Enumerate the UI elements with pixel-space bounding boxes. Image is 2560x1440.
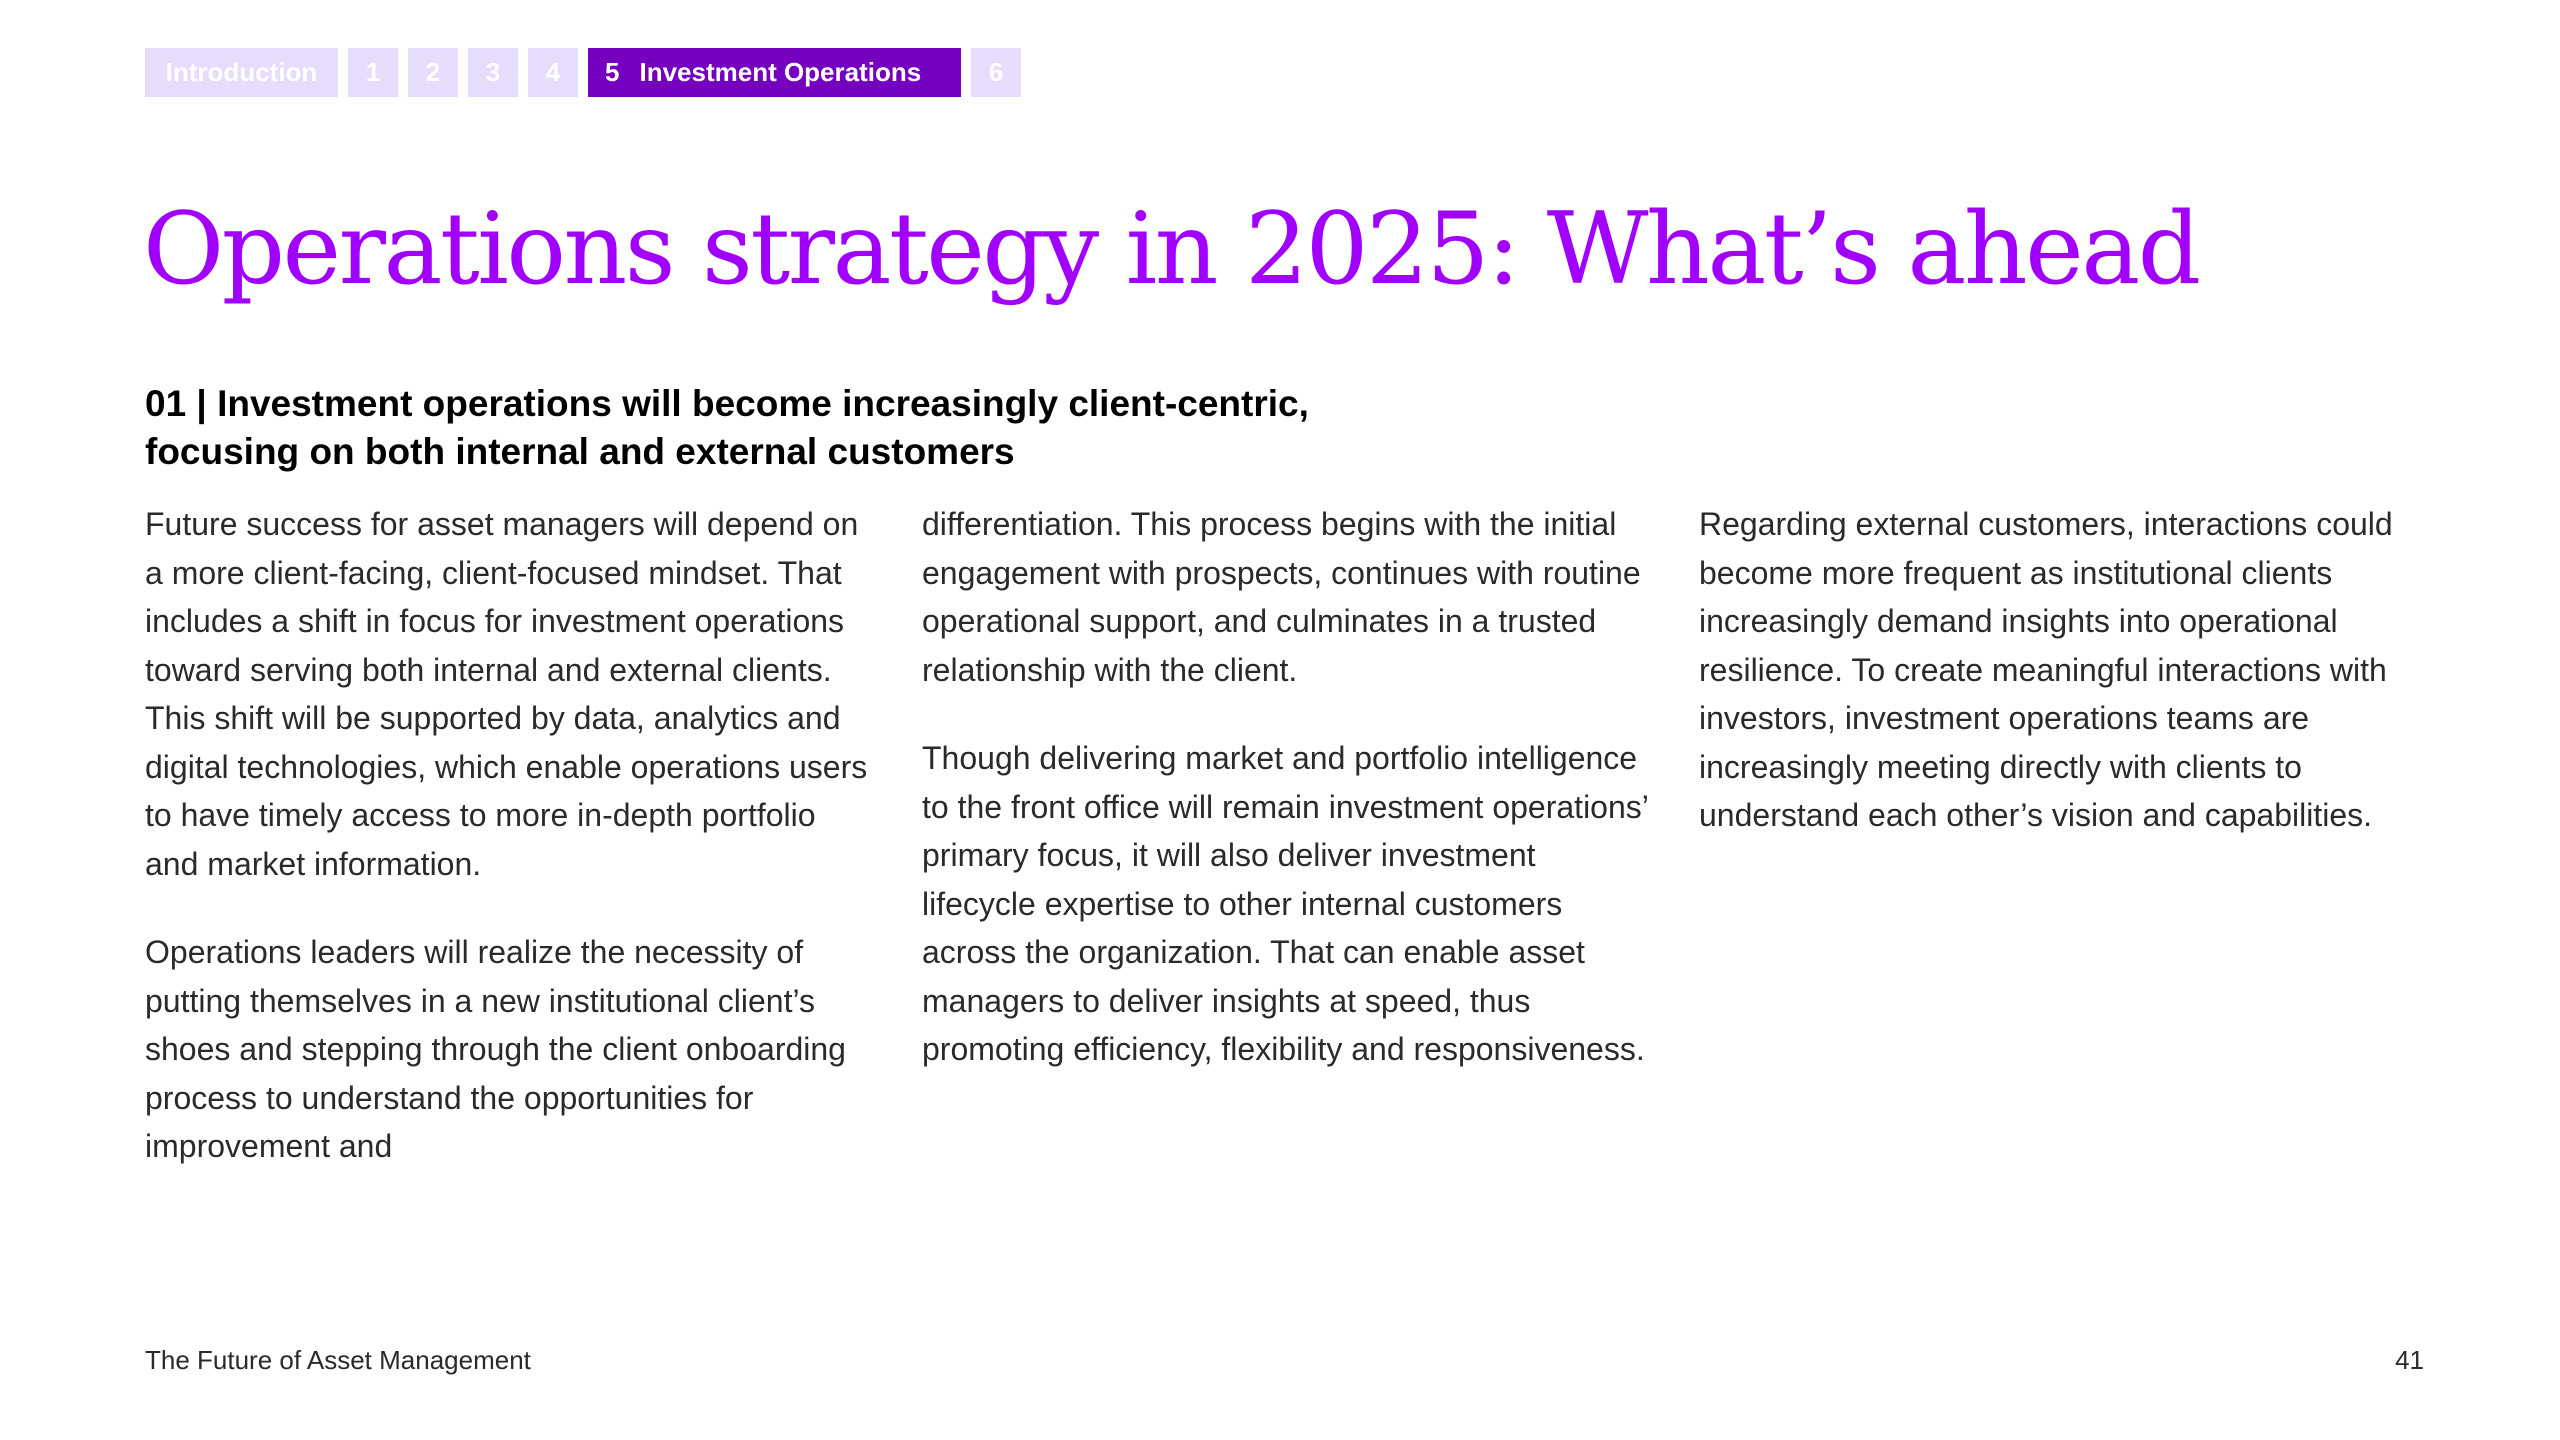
tab-section-6[interactable]: 6 — [971, 48, 1021, 97]
subheading-line-1: 01 | Investment operations will become increasingly client-centric, — [145, 383, 1309, 424]
tab-section-2[interactable]: 2 — [408, 48, 458, 97]
column-1-paragraph-2: Operations leaders will realize the necessity of putting themselves in a new institutional client’s shoes and stepping through the client onboarding process to understand the opportunities for improvement and — [145, 934, 846, 1164]
tab-section-1[interactable]: 1 — [348, 48, 398, 97]
footer-document-title: The Future of Asset Management — [145, 1345, 531, 1375]
active-tab-number: 5 — [605, 57, 620, 87]
tab-section-3[interactable]: 3 — [468, 48, 518, 97]
tab-section-5-investment-operations[interactable] — [588, 48, 961, 97]
column-2-paragraph-1: differentiation. This process begins with the initial engagement with prospects, continues with routine operational support, and culminates in a trusted relationship with the client. — [922, 506, 1641, 688]
active-tab-label: Investment Operations — [639, 57, 922, 87]
column-1-paragraph-1: Future success for asset managers will depend on a more client-facing, client-focused mindset. That includes a shift in focus for investment operations toward serving both internal and external clients. This shift will be supported by data, analytics and digital technologies, which enable operations users to have timely access to more in-depth portfolio and market information. — [145, 506, 868, 882]
page-number: 41 — [2395, 1345, 2424, 1375]
column-2-paragraph-2: Though delivering market and portfolio intelligence to the front office will remain investment operations’ primary focus, it will also deliver investment lifecycle expertise to other internal customers across the organization. That can enable asset managers to deliver insights at speed, thus promoting efficiency, flexibility and responsiveness. — [922, 740, 1648, 1067]
section-subheading — [145, 380, 1545, 476]
section-navigation — [145, 48, 1021, 97]
text-column-3 — [1699, 500, 2459, 880]
subheading-line-2: focusing on both internal and external customers — [145, 431, 1015, 472]
column-3-paragraph-1: Regarding external customers, interactions could become more frequent as institutional clients increasingly demand insights into operational resilience. To create meaningful interactions with investors, investment operations teams are increasingly meeting directly with clients to understand each other’s vision and capabilities. — [1699, 506, 2393, 833]
text-column-2 — [922, 500, 1652, 1114]
tab-introduction[interactable]: Introduction — [145, 48, 338, 97]
tab-section-4[interactable]: 4 — [528, 48, 578, 97]
page-title: Operations strategy in 2025: What’s ahead — [143, 192, 2199, 307]
text-column-1 — [145, 500, 875, 1211]
